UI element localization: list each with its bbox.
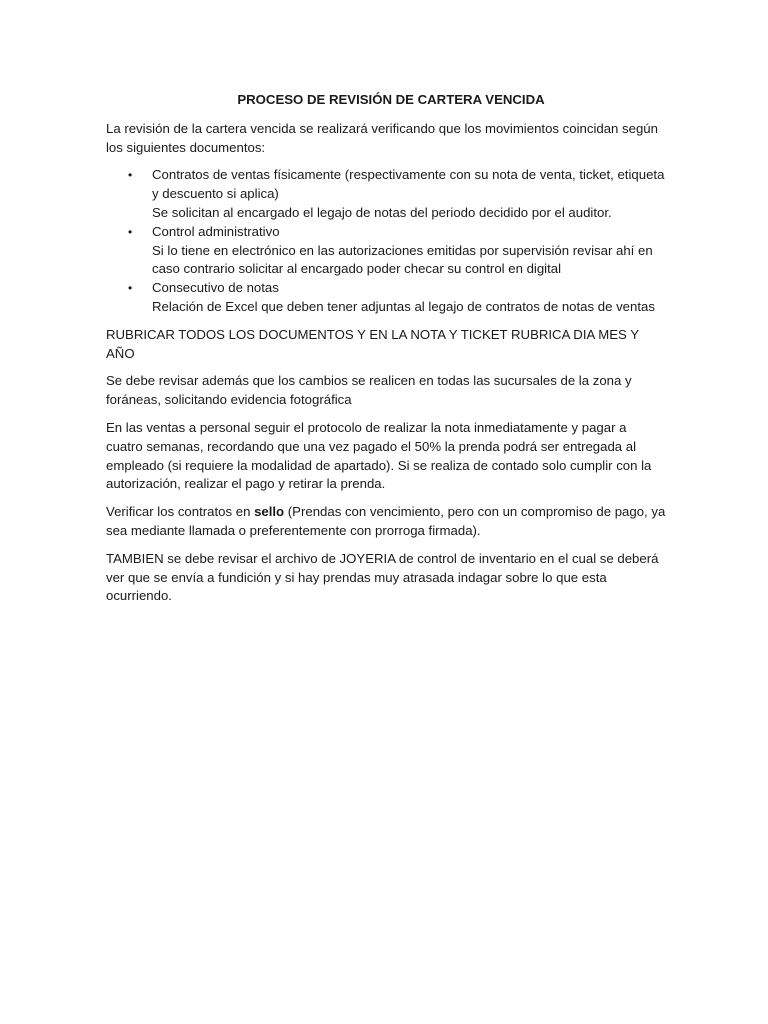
list-item-heading: Control administrativo [152, 223, 280, 239]
bullet-icon: • [128, 168, 133, 183]
bullet-icon: • [128, 224, 133, 239]
personal-paragraph: En las ventas a personal seguir el protocolo de realizar la nota inmediatamente y pagar a cuatro semanas, recordando que una vez pagado el 50% la prenda podrá ser entregada al empleado (si requiere la modalidad de apartado). Si se realiza de contado solo cumplir con la autorización, realizar el pago y retirar la prenda. [106, 419, 652, 492]
documents-list [106, 166, 666, 316]
list-item [106, 223, 666, 279]
list-item-detail: Relación de Excel que deben tener adjuntas al legajo de contratos de notas de ventas [152, 298, 655, 314]
joyeria-paragraph: TAMBIEN se debe revisar el archivo de JOYERIA de control de inventario en el cual se deberá ver que se envía a fundición y si hay prendas muy atrasada indagar sobre lo que esta ocurriendo. [106, 550, 659, 604]
sello-text-before: Verificar los contratos en [106, 504, 255, 520]
list-item-detail: Se solicitan al encargado el legajo de notas del periodo decidido por el auditor. [152, 204, 612, 220]
bullet-icon: • [128, 281, 133, 296]
rubricar-paragraph: RUBRICAR TODOS LOS DOCUMENTOS Y EN LA NOTA Y TICKET RUBRICA DIA MES Y AÑO [106, 326, 639, 361]
list-item [106, 279, 666, 317]
list-item [106, 166, 666, 222]
list-item-heading: Contratos de ventas físicamente (respectivamente con su nota de venta, ticket, etiqueta y descuento si aplica) [152, 167, 665, 202]
document-title: PROCESO DE REVISIÓN DE CARTERA VENCIDA [237, 92, 545, 107]
sucursales-paragraph: Se debe revisar además que los cambios se realicen en todas las sucursales de la zona y foráneas, solicitando evidencia fotográfica [106, 373, 632, 408]
sello-text-after: (Prendas con vencimiento, pero con un compromiso de pago, ya sea mediante llamada o preferentemente con prorroga firmada). [106, 504, 666, 538]
sello-bold: sello [254, 504, 285, 520]
list-item-heading: Consecutivo de notas [152, 280, 279, 296]
intro-paragraph: La revisión de la cartera vencida se realizará verificando que los movimientos coincidan según los siguientes documentos: [106, 120, 658, 155]
list-item-detail: Si lo tiene en electrónico en las autorizaciones emitidas por supervisión revisar ahí en caso contrario solicitar al encargado poder checar su control en digital [152, 242, 653, 277]
document-body [106, 91, 666, 615]
sello-paragraph [106, 503, 666, 541]
